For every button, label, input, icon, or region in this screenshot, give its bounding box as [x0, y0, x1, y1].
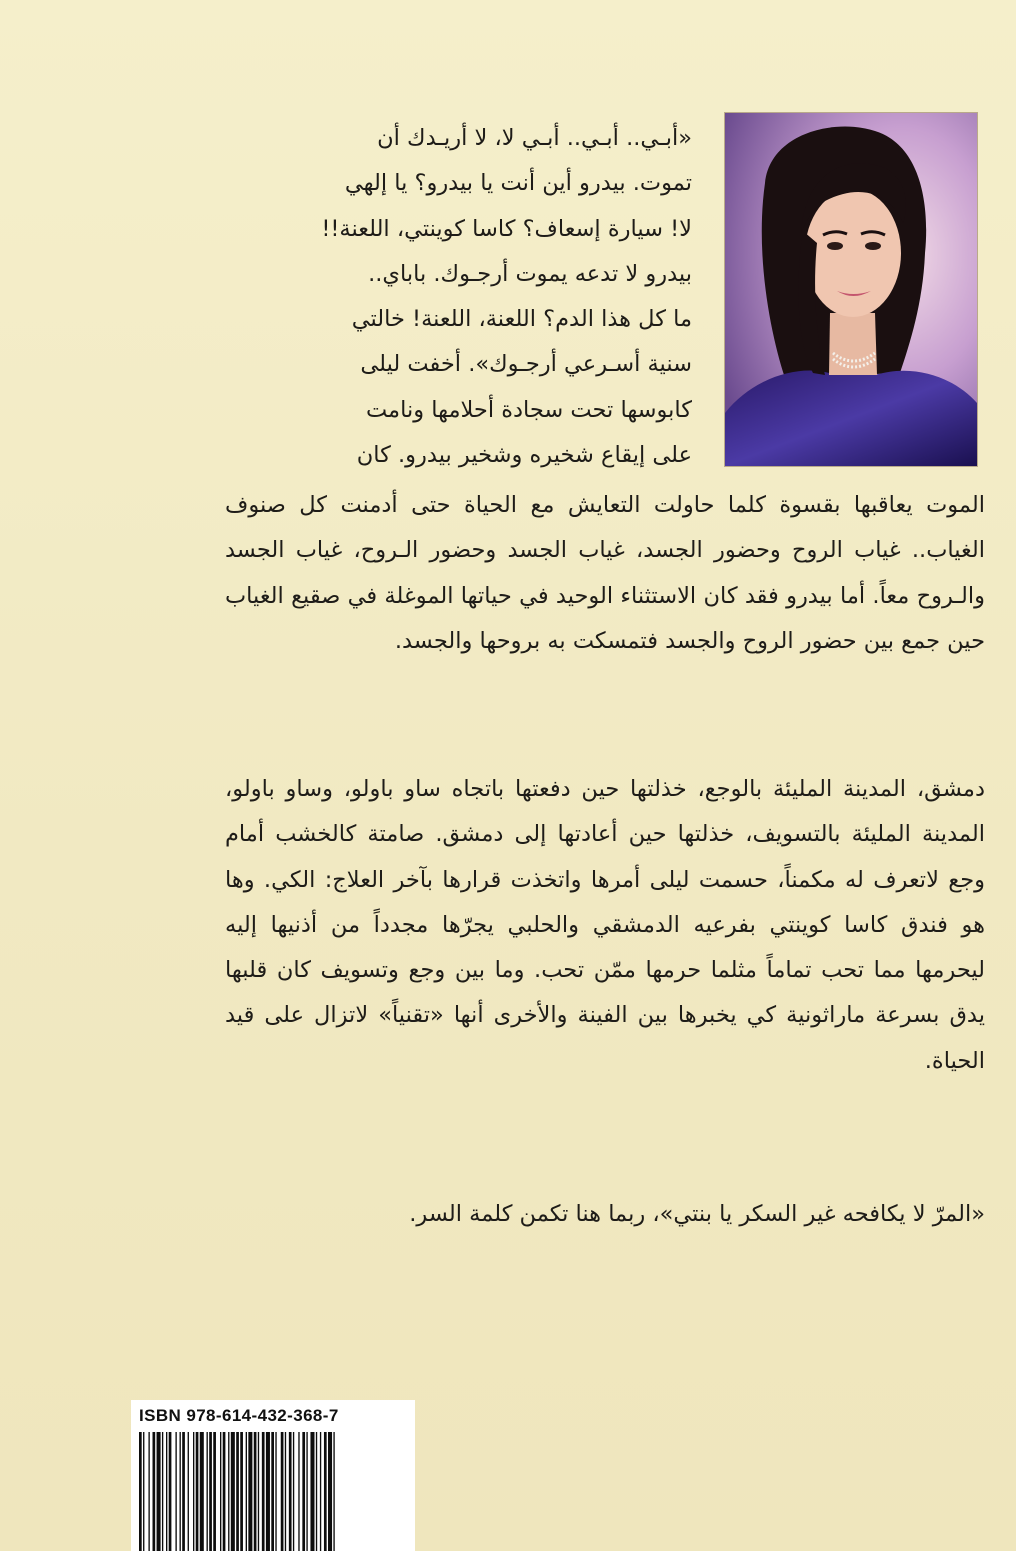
- text-line: «أبـي.. أبـي.. أبـي لا، لا أريـدك أن: [377, 125, 692, 151]
- barcode-bar: [228, 1432, 229, 1551]
- barcode-bar: [306, 1432, 307, 1551]
- text-line: سنية أسـرعي أرجـوك». أخفت ليلى: [360, 351, 692, 378]
- barcode-bars: [137, 1432, 409, 1551]
- barcode-bar: [285, 1432, 286, 1551]
- author-photo: [724, 112, 978, 467]
- barcode-bar: [196, 1432, 199, 1551]
- barcode-bar: [223, 1432, 226, 1551]
- barcode-bar: [220, 1432, 221, 1551]
- barcode-bar: [162, 1432, 163, 1551]
- blurb-paragraph-1-continued: الموت يعاقبها بقسوة كلما حاولت التعايش مع الحياة حتى أدمنت كل صنوف الغياب.. غياب الروح وحضور الجسد، غياب الجسد وحضور الـروح، غياب الجسد والـروح معاً. أما بيدرو فقد كان الاستثناء الوحيد في حياتها الموغلة في صقيع الغياب حين جمع بين حضور الروح والجسد فتمسكت به بروحها والجسد.: [225, 492, 985, 654]
- barcode-bar: [175, 1432, 176, 1551]
- barcode-bar: [281, 1432, 284, 1551]
- blurb-paragraph-1-lines: [230, 116, 692, 496]
- barcode-bar: [262, 1432, 265, 1551]
- barcode-bar: [188, 1432, 189, 1551]
- barcode-bar: [200, 1432, 204, 1551]
- barcode-bar: [139, 1432, 142, 1551]
- barcode-bar: [328, 1432, 332, 1551]
- barcode-bar: [182, 1432, 185, 1551]
- isbn-label: ISBN 978-614-432-368-7: [139, 1406, 339, 1425]
- barcode-bar: [236, 1432, 239, 1551]
- portrait-illustration: [725, 113, 977, 466]
- barcode-bar: [271, 1432, 274, 1551]
- barcode-bar: [213, 1432, 216, 1551]
- barcode-bar: [293, 1432, 294, 1551]
- barcode-bar: [248, 1432, 252, 1551]
- barcode-bar: [324, 1432, 327, 1551]
- barcode-bar: [148, 1432, 149, 1551]
- barcode-bar: [289, 1432, 292, 1551]
- barcode-bar: [246, 1432, 247, 1551]
- barcode-bar: [169, 1432, 172, 1551]
- barcode-bar: [316, 1432, 317, 1551]
- barcode-bar: [231, 1432, 235, 1551]
- barcode-bar: [310, 1432, 314, 1551]
- barcode-bar: [302, 1432, 305, 1551]
- barcode-bar: [166, 1432, 167, 1551]
- barcode-bar: [258, 1432, 259, 1551]
- text-line: تموت. بيدرو أين أنت يا بيدرو؟ يا إلهي: [344, 170, 692, 197]
- barcode-bar: [275, 1432, 276, 1551]
- barcode-bar: [254, 1432, 257, 1551]
- blurb-closing-quote: «المرّ لا يكافحه غير السكر يا بنتي»، ربما هنا تكمن كلمة السر.: [409, 1201, 985, 1227]
- barcode-bar: [207, 1432, 208, 1551]
- barcode-bar: [209, 1432, 212, 1551]
- blurb-paragraph-2: دمشق، المدينة المليئة بالوجع، خذلتها حين دفعتها باتجاه ساو باولو، وساو باولو، المدينة المليئة بالتسويف، خذلتها حين أعادتها إلى دمشق. صامتة كالخشب أمام وجع لاتعرف له مكمناً، حسمت ليلى أمرها واتخذت قرارها بآخر العلاج: الكي. وها هو فندق كاسا كوينتي بفرعيه الدمشقي والحلبي يجرّها مجدداً من أذنيها إليه ليحرمها مما تحب تماماً مثلما حرمها ممّن تحب. وما بين وجع وتسويف كان قلبها يدق بسرعة ماراثونية كي يخبرها بين الفينة والأخرى أنها «تقنياً» لاتزال على قيد الحياة.: [225, 776, 985, 1074]
- text-line: لا! سيارة إسعاف؟ كاسا كوينتي، اللعنة!!: [321, 215, 692, 242]
- barcode-bar: [143, 1432, 144, 1551]
- barcode-bar: [240, 1432, 243, 1551]
- barcode-bar: [266, 1432, 270, 1551]
- barcode-bar: [180, 1432, 181, 1551]
- text-line: بيدرو لا تدعه يموت أرجـوك. باباي..: [368, 260, 692, 287]
- barcode-bar: [298, 1432, 299, 1551]
- barcode-bar: [320, 1432, 321, 1551]
- text-line: على إيقاع شخيره وشخير بيدرو. كان: [356, 442, 692, 469]
- barcode-bar: [153, 1432, 156, 1551]
- text-line: ما كل هذا الدم؟ اللعنة، اللعنة! خالتي: [351, 306, 692, 333]
- text-line: كابوسها تحت سجادة أحلامها ونامت: [365, 396, 692, 423]
- barcode-bar: [333, 1432, 334, 1551]
- barcode-bar: [193, 1432, 194, 1551]
- barcode-bar: [157, 1432, 161, 1551]
- isbn-barcode: [131, 1400, 415, 1551]
